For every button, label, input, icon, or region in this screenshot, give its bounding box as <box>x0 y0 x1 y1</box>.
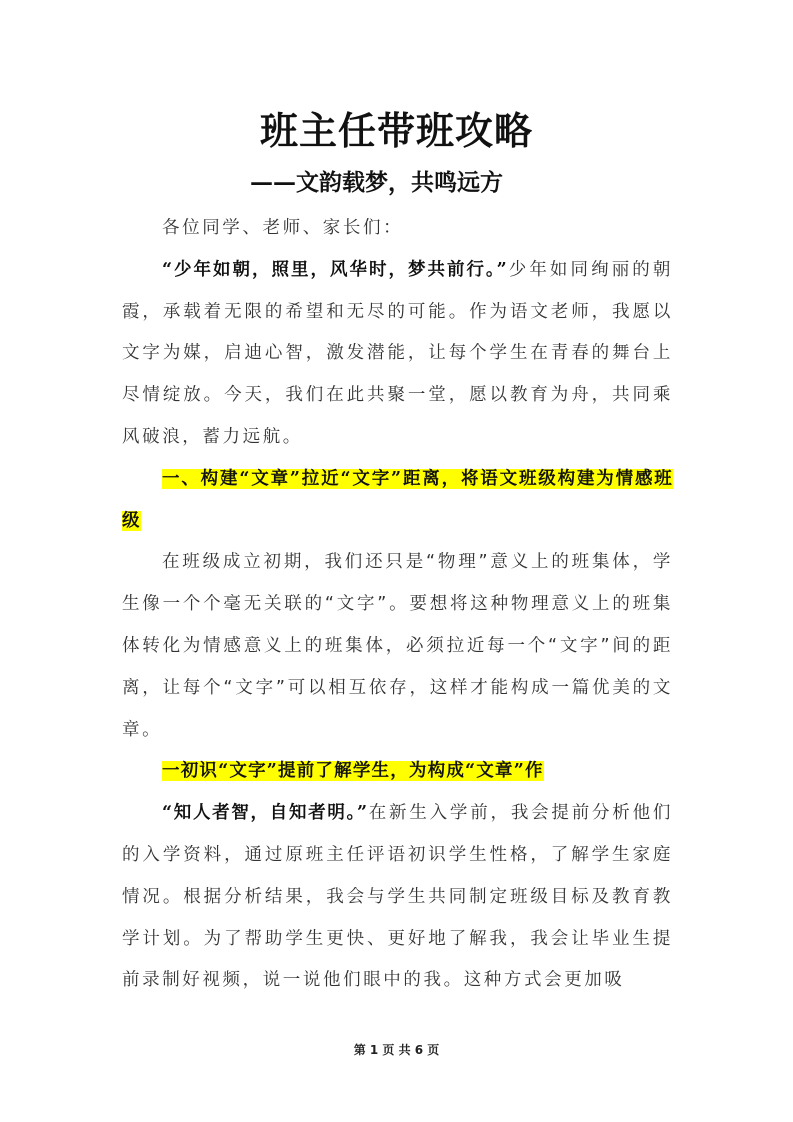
intro-text: 少年如同绚丽的朝霞，承载着无限的希望和无尽的可能。作为语文老师，我愿以文字为媒，启迪心智，激发潜能，让每个学生在青春的舞台上尽情绽放。今天，我们在此共聚一堂，愿以教育为舟，共同乘风破浪，蓄力远航。 <box>122 259 673 447</box>
page-number-footer: 第 1 页 共 6 页 <box>353 1043 440 1057</box>
subsection-heading <box>122 751 673 793</box>
subsection-paragraph <box>122 793 673 1002</box>
subsection-quote: “知人者智，自知者明。” <box>162 803 369 824</box>
greeting: 各位同学、老师、家长们： <box>162 218 404 238</box>
document-body <box>122 208 673 1002</box>
page-title: 班主任带班攻略 <box>259 108 533 153</box>
subsection-heading-text: 一初识“文字”提前了解学生，为构成“文章”作 <box>162 761 544 782</box>
intro-quote: “少年如朝，照里，风华时，梦共前行。” <box>162 259 509 280</box>
intro-paragraph <box>122 250 673 459</box>
section-heading <box>122 459 673 543</box>
section-paragraph: 在班级成立初期，我们还只是“物理”意义上的班集体，学生像一个个毫无关联的“文字”。要想将这种物理意义上的班集体转化为情感意义上的班集体，必须拉近每一个“文字”间的距离，让每个“文字”可以相互依存，这样才能构成一篇优美的文章。 <box>122 552 673 740</box>
page-subtitle: ——文韵载梦，共鸣远方 <box>250 169 503 196</box>
subsection-text: 在新生入学前，我会提前分析他们的入学资料，通过原班主任评语初识学生性格，了解学生家庭情况。根据分析结果，我会与学生共同制定班级目标及教育教学计划。为了帮助学生更快、更好地了解我，我会让毕业生提前录制好视频，说一说他们眼中的我。这种方式会更加吸 <box>122 803 673 991</box>
section-heading-text: 一、构建“文章”拉近“文字”距离，将语文班级构建为情感班级 <box>122 468 673 531</box>
